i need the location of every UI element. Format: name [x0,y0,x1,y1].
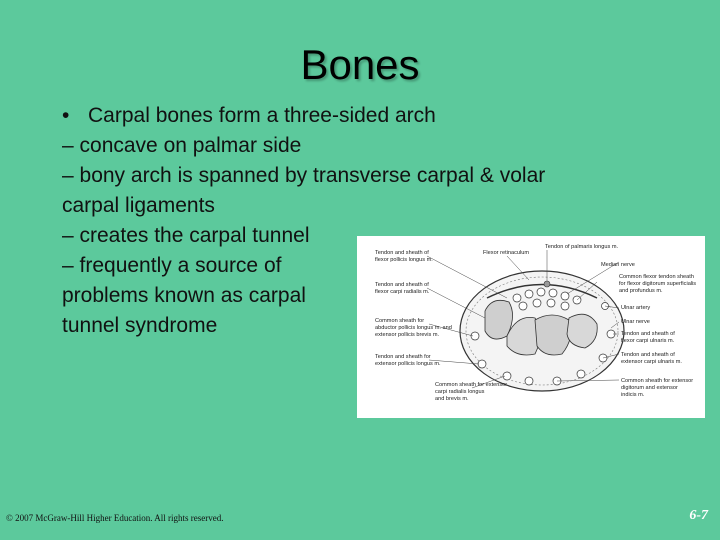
label-flexor-sheath-3: and profundus m. [619,288,663,294]
line-text-5: – creates the carpal tunnel [62,224,310,247]
line-text-4: carpal ligaments [62,194,215,217]
label-median-nerve: Median nerve [601,262,635,268]
label-flexor-sheath-2: for flexor digitorum superficialis [619,281,697,287]
wrist-cross-section-illustration [357,236,705,418]
label-fpl-1: Tendon and sheath of [375,250,429,256]
line-text-1: Carpal bones form a three-sided arch [88,104,436,127]
copyright-footer: © 2007 McGraw-Hill Higher Education. All rights reserved. [6,513,224,523]
bullet-line-1 [62,101,662,131]
label-fpl-2: flexor pollicis longus m. [375,257,433,263]
line-text-6: – frequently a source of [62,254,282,277]
label-palmaris: Tendon of palmaris longus m. [545,244,619,250]
label-ed-2: digitorum and extensor [621,385,678,391]
line-text-3: – bony arch is spanned by transverse carpal & volar [62,164,546,187]
label-apl-1: Common sheath for [375,318,425,324]
label-ecr-1: Common sheath for extensor [435,382,508,388]
label-fcu-1: Tendon and sheath of [621,331,675,337]
page-number: 6-7 [689,508,708,523]
line-text-2: – concave on palmar side [62,134,302,157]
label-fcr-1: Tendon and sheath of [375,282,429,288]
label-ulnar-artery: Ulnar artery [621,305,651,311]
label-ed-3: indicis m. [621,392,645,398]
label-ecr-3: and brevis m. [435,396,469,402]
bullet-glyph: • [62,104,70,127]
label-ecu-2: extensor carpi ulnaris m. [621,359,682,365]
label-apl-2: abductor pollicis longus m. and [375,325,452,331]
label-epl-1: Tendon and sheath for [375,354,431,360]
label-epl-2: extensor pollicis longus m. [375,361,441,367]
label-flexor-sheath-1: Common flexor tendon sheath [619,274,694,280]
line-text-7: problems known as carpal [62,284,306,307]
label-ecu-1: Tendon and sheath of [621,352,675,358]
line-text-8: tunnel syndrome [62,314,218,337]
slide-title: Bones [300,41,420,88]
label-ecr-2: carpi radialis longus [435,389,485,395]
label-ed-1: Common sheath for extensor [621,378,694,384]
label-fcu-2: flexor carpi ulnaris m. [621,338,675,344]
label-retinaculum: Flexor retinaculum [483,250,530,256]
label-ulnar-nerve: Ulnar nerve [621,319,650,325]
label-apl-3: extensor pollicis brevis m. [375,332,440,338]
label-fcr-2: flexor carpi radialis m. [375,289,430,295]
carpal-tunnel-diagram [357,236,705,418]
